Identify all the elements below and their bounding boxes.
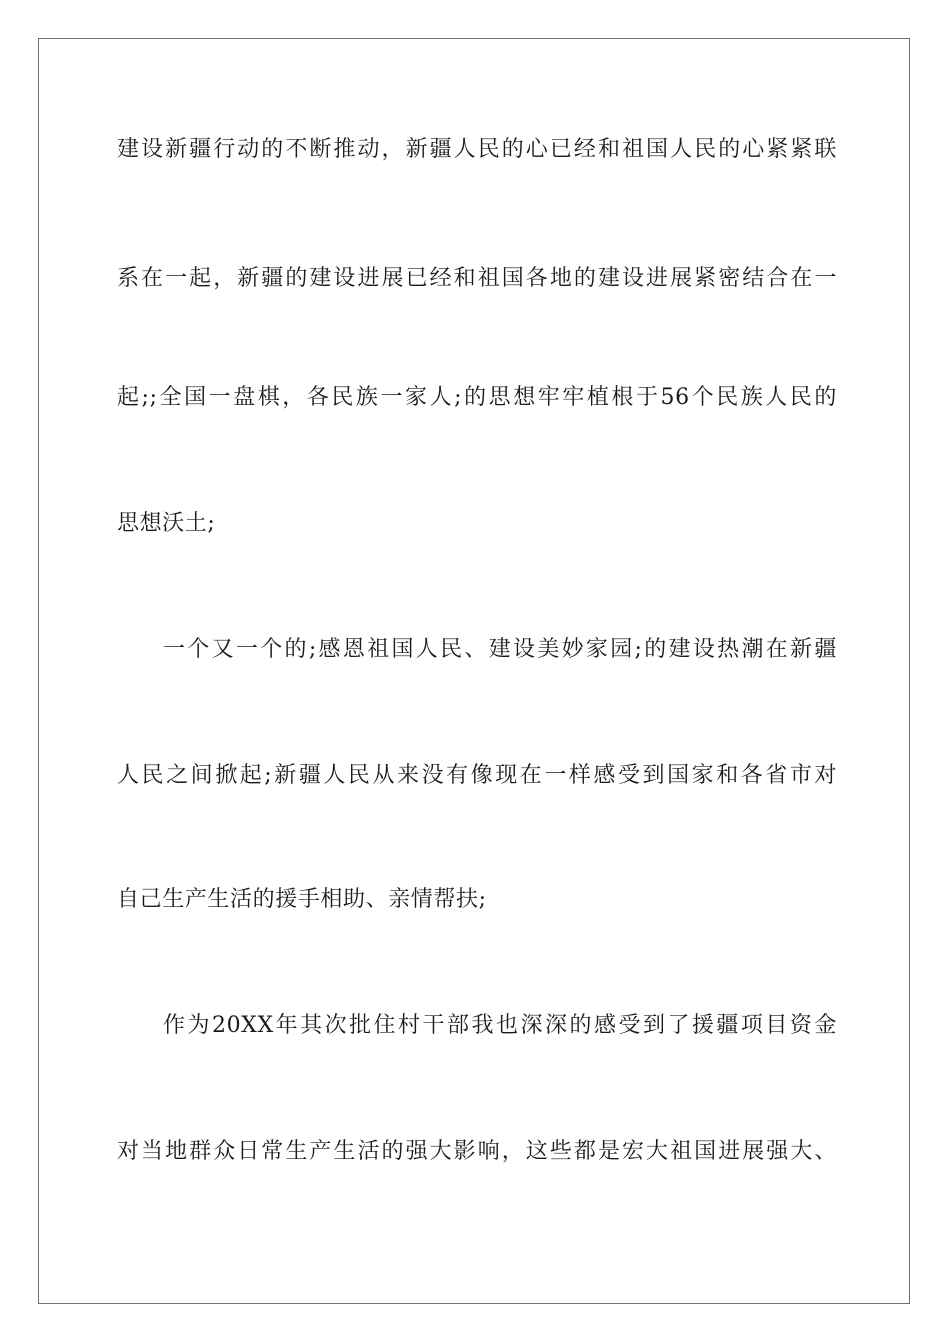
text-line: 起;;全国一盘棋，各民族一家人;的思想牢牢植根于56个民族人民的: [117, 385, 837, 410]
paragraph-first-line: 一个又一个的;感恩祖国人民、建设美妙家园;的建设热潮在新疆: [163, 637, 837, 662]
text-line: 人民之间掀起;新疆人民从来没有像现在一样感受到国家和各省市对: [117, 763, 837, 788]
text-line: 自己生产生活的援手相助、亲情帮扶;: [117, 887, 487, 912]
page-border: [38, 38, 910, 1304]
text-line: 建设新疆行动的不断推动，新疆人民的心已经和祖国人民的心紧紧联: [117, 137, 837, 162]
text-line: 系在一起，新疆的建设进展已经和祖国各地的建设进展紧密结合在一: [117, 266, 837, 291]
text-line: 对当地群众日常生产生活的强大影响，这些都是宏大祖国进展强大、: [117, 1139, 837, 1164]
paragraph-first-line: 作为20XX年其次批住村干部我也深深的感受到了援疆项目资金: [163, 1013, 837, 1038]
text-line: 思想沃土;: [117, 511, 216, 536]
